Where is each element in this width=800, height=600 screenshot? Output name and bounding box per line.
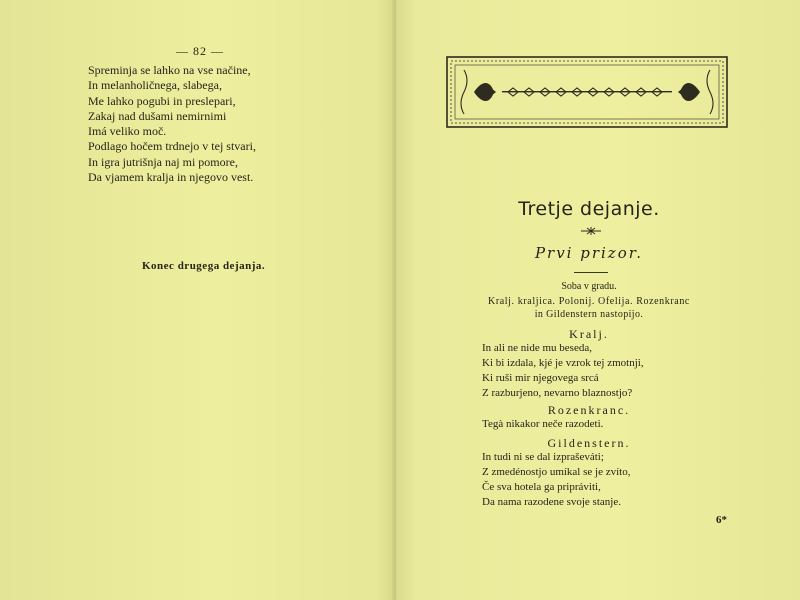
verse-line: Spreminja se lahko na vse načine, <box>88 63 251 77</box>
decorative-header-ornament-icon <box>446 56 728 128</box>
printer-signature: 6* <box>716 514 727 526</box>
act-title: Tretje dejanje. <box>518 198 660 220</box>
stage-setting: Soba v gradu. <box>561 281 617 292</box>
end-of-act-note: Konec drugega dejanja. <box>142 260 266 272</box>
flourish-icon <box>580 226 602 236</box>
verse-line: Da vjamem kralja in njegovo vest. <box>88 170 254 185</box>
verse-line: In igra jutrišnja naj mi pomore, <box>88 154 238 169</box>
speech-block <box>482 417 742 432</box>
cast-line: in Gildenstern nastopijo. <box>534 309 644 320</box>
speech-line: Ki ruši mir njegovega srcá <box>482 372 599 384</box>
speech-line: Če sva hotela ga pripráviti, <box>482 481 601 493</box>
left-page <box>0 0 394 600</box>
speech-line: In tudi ni se dal izpraševáti; <box>482 451 604 463</box>
speech-line: Z zmedénostjo umíkal se je zvíto, <box>482 466 631 478</box>
speech-line: Da nama razodene svoje stanje. <box>482 496 621 508</box>
verse-line: Zakaj nad dušami nemirnimi <box>88 108 227 123</box>
verse-line: Podlago hočem trdnejo v tej stvari, <box>88 139 256 154</box>
verse-line: Me lahko pogubi in preslepari, <box>88 93 236 108</box>
divider <box>574 272 608 273</box>
speaker-name: Rozenkranc. <box>547 403 631 417</box>
speech-line: Tegà nikakor neče razodeti. <box>482 418 604 430</box>
verse-line: Imá veliko moč. <box>88 124 167 139</box>
speech-block <box>482 341 742 401</box>
speech-line: In ali ne nide mu beseda, <box>482 342 592 354</box>
cast-line: Kralj. kraljica. Polonij. Ofelija. Rozenkranc <box>488 296 690 307</box>
speech-block <box>482 450 742 510</box>
speech-line: Z razburjeno, nevarno blaznostjo? <box>482 387 633 399</box>
speech-line: Ki bi izdala, kjé je vzrok tej zmotnji, <box>482 357 644 369</box>
speaker-name: Gildenstern. <box>547 436 631 450</box>
left-verse <box>88 63 368 185</box>
verse-line: In melanholičnega, slabega, <box>88 78 222 93</box>
speaker-name: Kralj. <box>569 327 609 341</box>
scene-title: Prvi prizor. <box>534 244 644 262</box>
page-number: — 82 — <box>176 44 224 58</box>
